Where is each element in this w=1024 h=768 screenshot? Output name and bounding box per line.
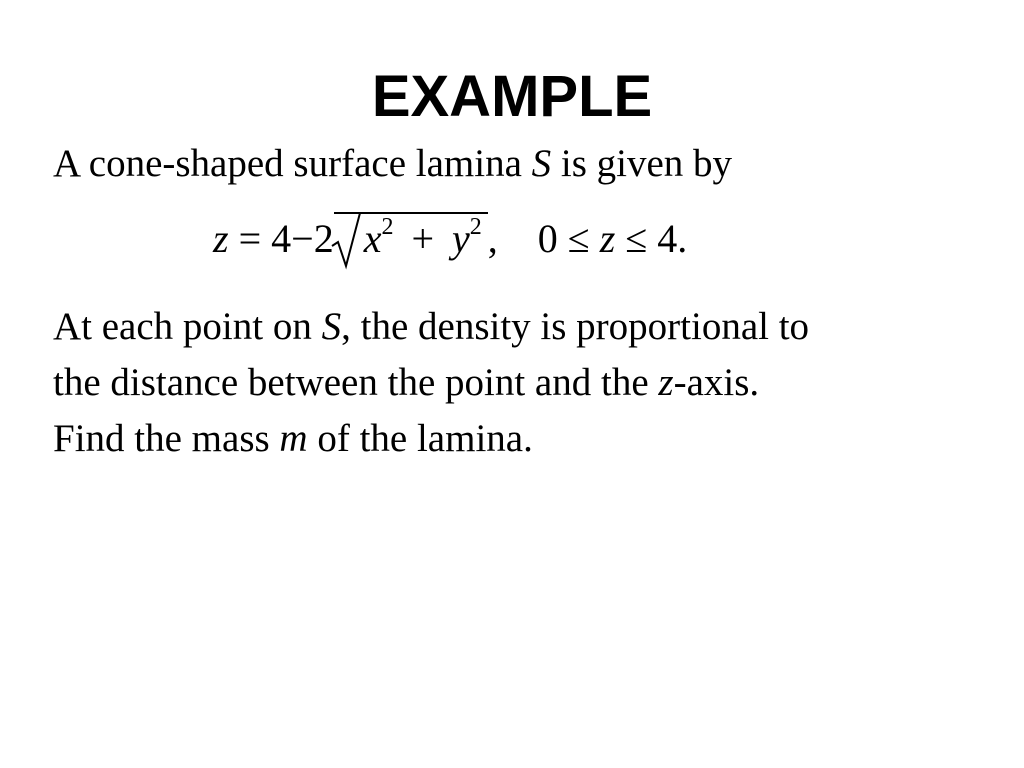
formula-x: x [363, 216, 382, 261]
formula-y: y [452, 216, 470, 261]
formula-z-2: z [599, 216, 616, 261]
formula-two: 2 [313, 216, 334, 261]
line3-text-end: of the lamina. [307, 417, 533, 460]
line2-text-end: -axis. [673, 361, 760, 404]
problem-intro [53, 136, 993, 192]
problem-line-1 [53, 299, 993, 355]
cone-equation [213, 212, 687, 282]
line1-variable: S [321, 305, 342, 348]
surface-variable: S [531, 142, 552, 185]
line2-variable: z [658, 361, 674, 404]
exponent-y: 2 [469, 214, 482, 240]
line3-text-start: Find the mass [53, 417, 280, 460]
problem-line-3 [53, 411, 993, 467]
formula-end: 4. [657, 216, 688, 261]
intro-text-start: A cone-shaped surface lamina [53, 142, 532, 185]
line1-text-end: , the density is proportional to [341, 305, 810, 348]
problem-line-2 [53, 355, 993, 411]
square-root [334, 212, 488, 264]
slide-title: EXAMPLE [371, 64, 653, 129]
formula-four: 4 [271, 216, 292, 261]
formula-minus: − [291, 216, 314, 261]
formula-zero: 0 [537, 216, 558, 261]
formula-equals: = [238, 216, 262, 261]
formula-leq-2: ≤ [625, 216, 648, 261]
formula-z: z [213, 216, 229, 261]
formula-comma: , [487, 216, 498, 261]
exponent-x: 2 [381, 214, 394, 240]
formula-plus: + [411, 216, 435, 261]
line1-text-start: At each point on [53, 305, 322, 348]
intro-text-end: is given by [551, 142, 733, 185]
line3-variable: m [279, 417, 308, 460]
line2-text-start: the distance between the point and the [53, 361, 659, 404]
formula-leq-1: ≤ [567, 216, 590, 261]
radical-sign-icon [330, 206, 364, 270]
